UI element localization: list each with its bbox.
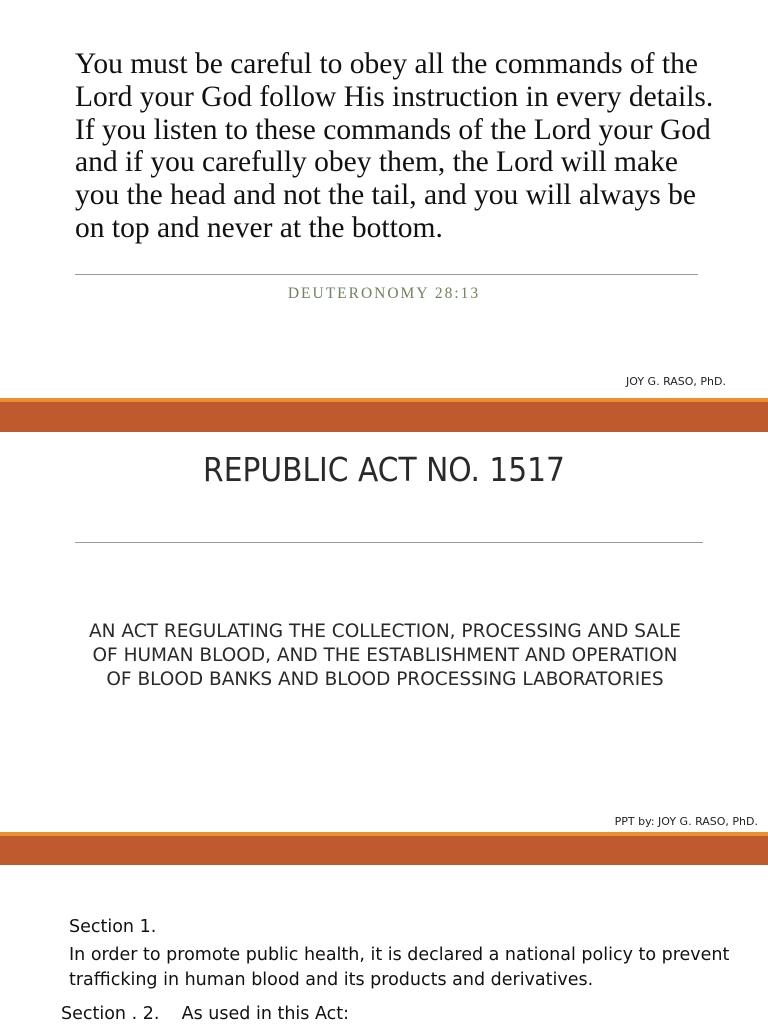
section1-text: In order to promote public health, it is declared a national policy to prevent trafficking in human blood and its products and derivatives. [69, 945, 730, 990]
section1-heading: Section 1. [69, 917, 157, 937]
title-divider [75, 542, 703, 543]
slide2-author: PPT by: JOY G. RASO, PhD. [614, 815, 758, 828]
slide1-author: JOY G. RASO, PhD. [626, 375, 726, 388]
slide-subtitle: AN ACT REGULATING THE COLLECTION, PROCESSING AND SALE OF HUMAN BLOOD, AND THE ESTABLISHMENT AND OPERATION OF BLOOD BANKS AND BLOOD PROCESSING LABORATORIES [89, 621, 681, 690]
slide-title: REPUBLIC ACT NO. 1517 [203, 450, 565, 489]
slide-separator-band [0, 402, 768, 432]
quote-divider [75, 274, 698, 275]
section2-text: Section . 2. As used in this Act: [61, 1004, 350, 1024]
slide-separator-band [0, 836, 768, 865]
scripture-quote: You must be careful to obey all the commands of the Lord your God follow His instruction in every details. If you listen to these commands of the Lord your God and if you carefully obey them, the Lord will make you the head and not the tail, and you will always be on top and never at the bottom. [75, 48, 714, 244]
scripture-citation: DEUTERONOMY 28:13 [287, 285, 481, 302]
